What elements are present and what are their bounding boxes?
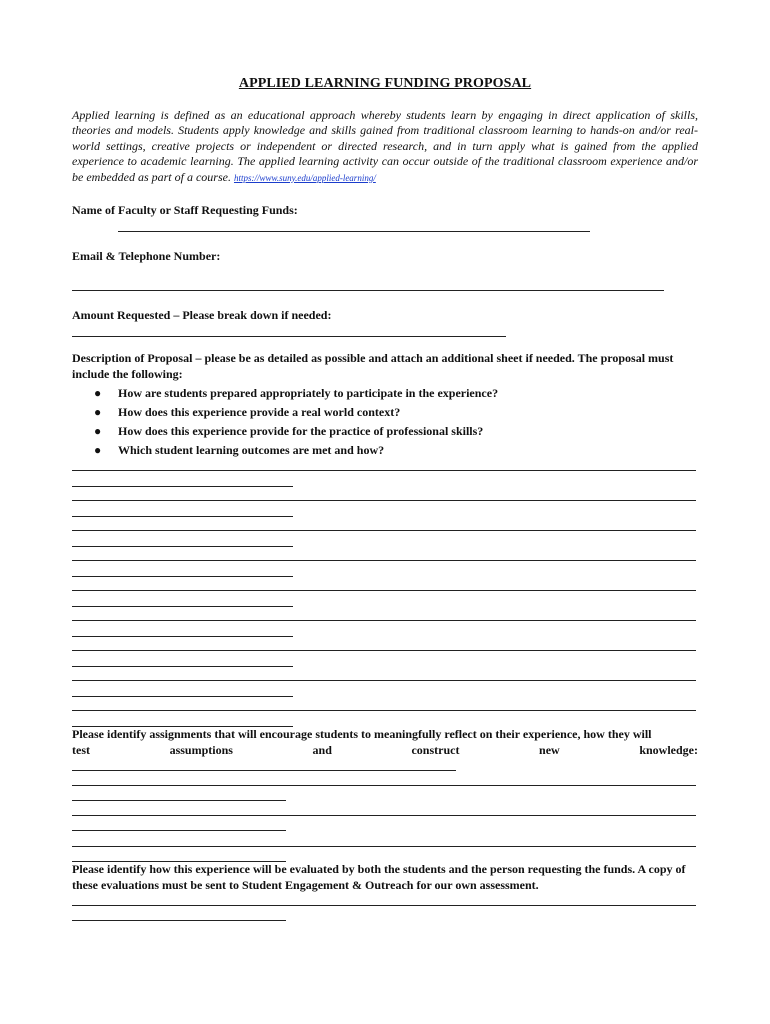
assignments-answer-line[interactable] [72, 800, 286, 801]
description-answer-line[interactable] [72, 590, 696, 591]
description-answer-line[interactable] [72, 680, 696, 681]
assignments-answer-line[interactable] [72, 770, 456, 771]
intro-paragraph [72, 108, 698, 186]
list-item: ● How are students prepared appropriately to participate in the experience? [94, 386, 499, 400]
bullet-icon: ● [94, 386, 102, 400]
amount-field-line[interactable] [72, 336, 506, 337]
description-answer-line[interactable] [72, 576, 293, 577]
list-item: ● Which student learning outcomes are met and how? [94, 443, 385, 457]
assignments-answer-line[interactable] [72, 785, 696, 786]
assignments-answer-line[interactable] [72, 830, 286, 831]
description-answer-line[interactable] [72, 710, 696, 711]
assignments-instructions: Please identify assignments that will encourage students to meaningfully reflect on their experience, how they will test assumptions and construct new knowledge: [72, 727, 698, 757]
description-answer-line[interactable] [72, 620, 696, 621]
bullet-icon: ● [94, 424, 102, 438]
applied-learning-link[interactable]: https://www.suny.edu/applied-learning/ [233, 172, 376, 183]
description-answer-line[interactable] [72, 516, 293, 517]
email-label: Email & Telephone Number: [72, 249, 221, 263]
amount-label: Amount Requested – Please break down if needed: [72, 308, 332, 322]
description-answer-line[interactable] [72, 486, 293, 487]
bullet-icon: ● [94, 443, 102, 457]
description-answer-line[interactable] [72, 666, 293, 667]
description-answer-line[interactable] [72, 606, 293, 607]
page-title: APPLIED LEARNING FUNDING PROPOSAL [238, 76, 532, 91]
evaluation-instructions: Please identify how this experience will be evaluated by both the students and the person requesting the funds. A copy of these evaluations must be sent to Student Engagement & Outreach for our own assessment. [72, 862, 686, 892]
description-answer-line[interactable] [72, 546, 293, 547]
bullet-icon: ● [94, 405, 102, 419]
description-answer-line[interactable] [72, 470, 696, 471]
description-answer-line[interactable] [72, 560, 696, 561]
email-field-line[interactable] [72, 290, 664, 291]
evaluation-answer-line[interactable] [72, 905, 696, 906]
list-item: ● How does this experience provide a real world context? [94, 405, 401, 419]
name-label: Name of Faculty or Staff Requesting Funds: [72, 203, 298, 217]
description-answer-line[interactable] [72, 530, 696, 531]
name-field-line[interactable] [118, 231, 590, 232]
evaluation-answer-line[interactable] [72, 920, 286, 921]
assignments-answer-line[interactable] [72, 815, 696, 816]
description-answer-line[interactable] [72, 636, 293, 637]
description-answer-line[interactable] [72, 650, 696, 651]
list-item: ● How does this experience provide for the practice of professional skills? [94, 424, 484, 438]
intro-text: Applied learning is defined as an educational approach whereby students learn by engaging in direct application of skills, theories and models. Students apply knowledge and skills gained from traditional classroom learning to hands-on and/or real-world settings, creative projects or independent or directed research, and in turn apply what is gained from the applied experience to academic learning. The applied learning activity can occur outside of the traditional classroom experience and/or be embedded as part of a course. [72, 108, 698, 184]
description-answer-line[interactable] [72, 696, 293, 697]
description-instructions: Description of Proposal – please be as detailed as possible and attach an additional sheet if needed. The proposal must include the following: [72, 351, 674, 381]
description-answer-line[interactable] [72, 500, 696, 501]
requirements-list [88, 386, 498, 462]
assignments-answer-line[interactable] [72, 846, 696, 847]
